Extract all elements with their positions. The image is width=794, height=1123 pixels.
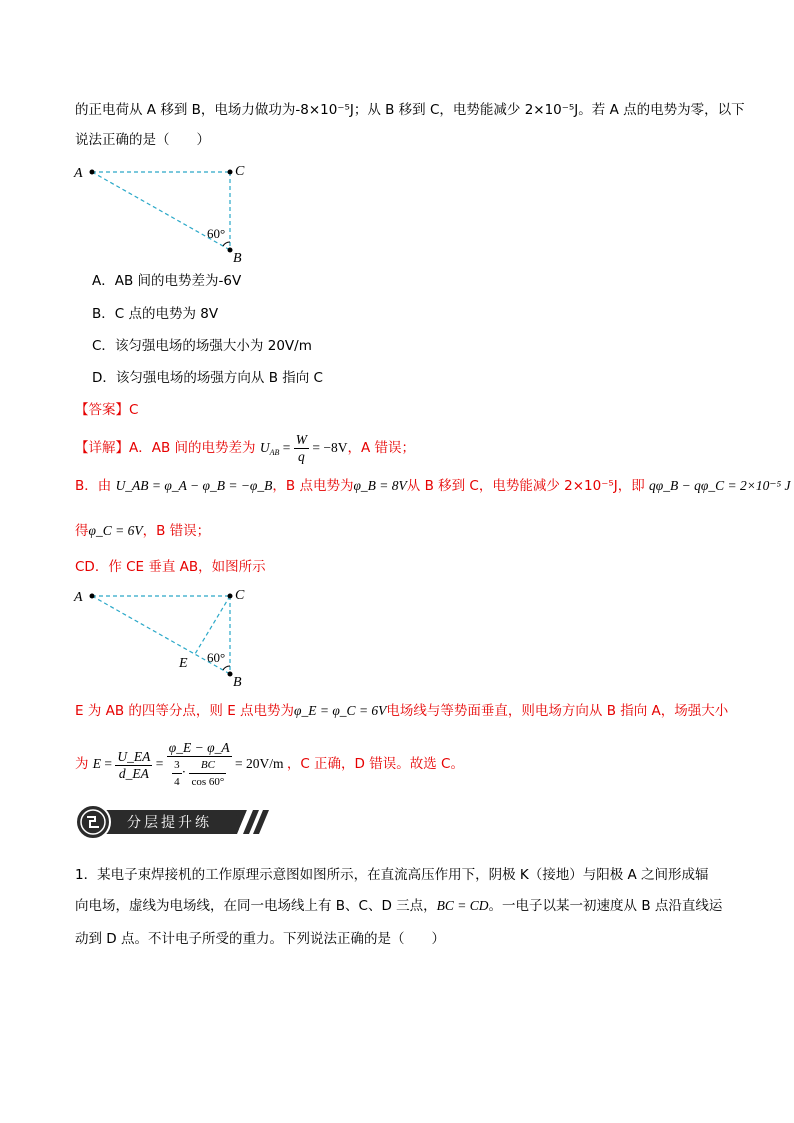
option-c bbox=[92, 337, 312, 355]
triangle-figure-2 bbox=[70, 582, 260, 690]
detail-b2-pre: 得 bbox=[75, 523, 89, 539]
point-b bbox=[228, 672, 233, 677]
field-strength-formula: E = $\frac{U\_EA}{d\_EA}$ = φ_E − φ_A $\frac{3}{4}$ · $\frac{BC}{\cos 60^\circ}$ = 20V/m bbox=[92, 740, 284, 788]
conclusion-pre: E 为 AB 的四等分点，则 E 点电势为 bbox=[75, 703, 295, 719]
detail-b2-post: ，B 错误； bbox=[142, 523, 211, 539]
point-c bbox=[228, 170, 233, 175]
angle-arc bbox=[223, 242, 230, 246]
fraction-w-q bbox=[294, 432, 309, 465]
formula-e-rhs: = 20V/m bbox=[234, 756, 284, 772]
label-a: A bbox=[74, 590, 83, 605]
fraction-uea-dea bbox=[115, 749, 152, 782]
option-c-letter: C． bbox=[92, 338, 115, 354]
fraction-phi bbox=[167, 740, 232, 790]
angle-arc bbox=[223, 666, 230, 670]
label-c: C bbox=[235, 164, 245, 179]
conclusion-line2-pre: 为 bbox=[75, 756, 89, 773]
fraction1-den: d_EA bbox=[118, 765, 149, 781]
label-c: C bbox=[235, 588, 245, 603]
option-d bbox=[92, 369, 323, 387]
formula-e: E bbox=[92, 756, 102, 772]
formula-uab-phi: U_AB = φ_A − φ_B = −φ_B bbox=[115, 478, 273, 493]
formula-phic: φ_C = 6V bbox=[88, 523, 143, 538]
option-b bbox=[92, 305, 218, 323]
triangle-figure-1 bbox=[70, 158, 260, 266]
point-c bbox=[228, 594, 233, 599]
fraction-3-4 bbox=[172, 757, 182, 790]
fraction-bc-cos bbox=[189, 757, 226, 790]
formula-bc-cd: BC = CD bbox=[436, 898, 489, 913]
conclusion-line1 bbox=[75, 702, 728, 720]
inner-num: BC bbox=[189, 757, 226, 774]
conclusion-line2-post: ，C 正确，D 错误。故选 C。 bbox=[286, 756, 464, 773]
option-c-text: 该匀强电场的场强大小为 20V/m bbox=[114, 338, 312, 354]
question1-line1: 1．某电子束焊接机的工作原理示意图如图所示，在直流高压作用下，阴极 K（接地）与阳极 A 之间形成辐 bbox=[75, 867, 709, 883]
option-d-letter: D． bbox=[92, 370, 116, 386]
angle-label: 60° bbox=[207, 226, 226, 241]
line-ce bbox=[195, 596, 230, 654]
option-b-text: C 点的电势为 8V bbox=[114, 306, 219, 322]
fraction2-den: $\frac{3}{4}$ · $\frac{BC}{\cos 60^\circ}$ bbox=[174, 759, 225, 788]
detail-cd-line: CD．作 CE 垂直 AB，如图所示 bbox=[75, 559, 266, 575]
question-intro-line2: 说法正确的是（ ） bbox=[75, 132, 210, 148]
option-d-text: 该匀强电场的场强方向从 B 指向 C bbox=[115, 370, 323, 386]
formula-u-sub: AB bbox=[269, 448, 280, 457]
question1-line3: 动到 D 点。不计电子所受的重力。下列说法正确的是（ ） bbox=[75, 931, 445, 947]
option-b-letter: B． bbox=[92, 306, 115, 322]
option-a-text: AB 间的电势差为-6V bbox=[114, 273, 242, 289]
detail-a-line bbox=[75, 432, 415, 469]
conclusion-line2 bbox=[75, 740, 464, 790]
detail-a-post: ，A 错误； bbox=[347, 440, 415, 456]
formula-phib: φ_B = 8V bbox=[353, 478, 407, 493]
point-a bbox=[90, 594, 95, 599]
banner-title: 分层提升练 bbox=[127, 815, 212, 831]
formula-u: U bbox=[259, 440, 270, 455]
angle-label: 60° bbox=[207, 650, 226, 665]
section-banner bbox=[75, 804, 275, 840]
label-b: B bbox=[233, 251, 242, 266]
formula-rhs: = −8V bbox=[312, 440, 348, 455]
fraction2-num: φ_E − φ_A bbox=[168, 740, 230, 755]
label-e: E bbox=[179, 656, 188, 671]
detail-b-mid2: 从 B 移到 C，电势能减少 2×10⁻⁵J，即 bbox=[406, 478, 645, 494]
detail-b2-line bbox=[75, 522, 210, 540]
label-b: B bbox=[233, 675, 242, 690]
coef-den: 4 bbox=[174, 776, 180, 788]
answer-tag: 【答案】 bbox=[75, 402, 129, 418]
inner-den: cos 60° bbox=[191, 776, 225, 788]
question1-line2-b: 。一电子以某一初速度从 B 点沿直线运 bbox=[488, 898, 723, 914]
question1-line2-a: 向电场，虚线为电场线，在同一电场线上有 B、C、D 三点， bbox=[75, 898, 437, 914]
detail-b-line bbox=[75, 477, 791, 495]
option-a-letter: A． bbox=[92, 273, 115, 289]
question1-line2 bbox=[75, 897, 722, 915]
detail-b-mid1: ，B 点电势为 bbox=[272, 478, 354, 494]
formula-phie: φ_E = φ_C = 6V bbox=[294, 703, 387, 718]
label-a: A bbox=[74, 166, 83, 181]
formula-uab: $U_{AB}$ = $\frac{W}{q}$ = −8V bbox=[259, 432, 348, 465]
fraction-den: q bbox=[297, 449, 305, 465]
detail-tag: 【详解】 bbox=[75, 440, 129, 456]
question-intro-line1: 的正电荷从 A 移到 B，电场力做功为-8×10⁻⁵J；从 B 移到 C，电势能减少 2×10⁻⁵J。若 A 点的电势为零，以下 bbox=[75, 102, 745, 118]
answer-value: C bbox=[129, 402, 139, 418]
coef-num: 3 bbox=[172, 757, 182, 774]
formula-energy: qφ_B − qφ_C = 2×10⁻⁵ J bbox=[649, 478, 791, 493]
answer-line bbox=[75, 401, 138, 419]
fraction-num: W bbox=[295, 432, 307, 448]
fraction1-num: U_EA bbox=[117, 748, 151, 764]
point-b bbox=[228, 248, 233, 253]
detail-a-text: A．AB 间的电势差为 bbox=[129, 440, 256, 456]
point-a bbox=[90, 170, 95, 175]
conclusion-post: 电场线与等势面垂直，则电场方向从 B 指向 A，场强大小 bbox=[386, 703, 729, 719]
option-a bbox=[92, 272, 241, 290]
detail-b-pre: B．由 bbox=[75, 478, 112, 494]
